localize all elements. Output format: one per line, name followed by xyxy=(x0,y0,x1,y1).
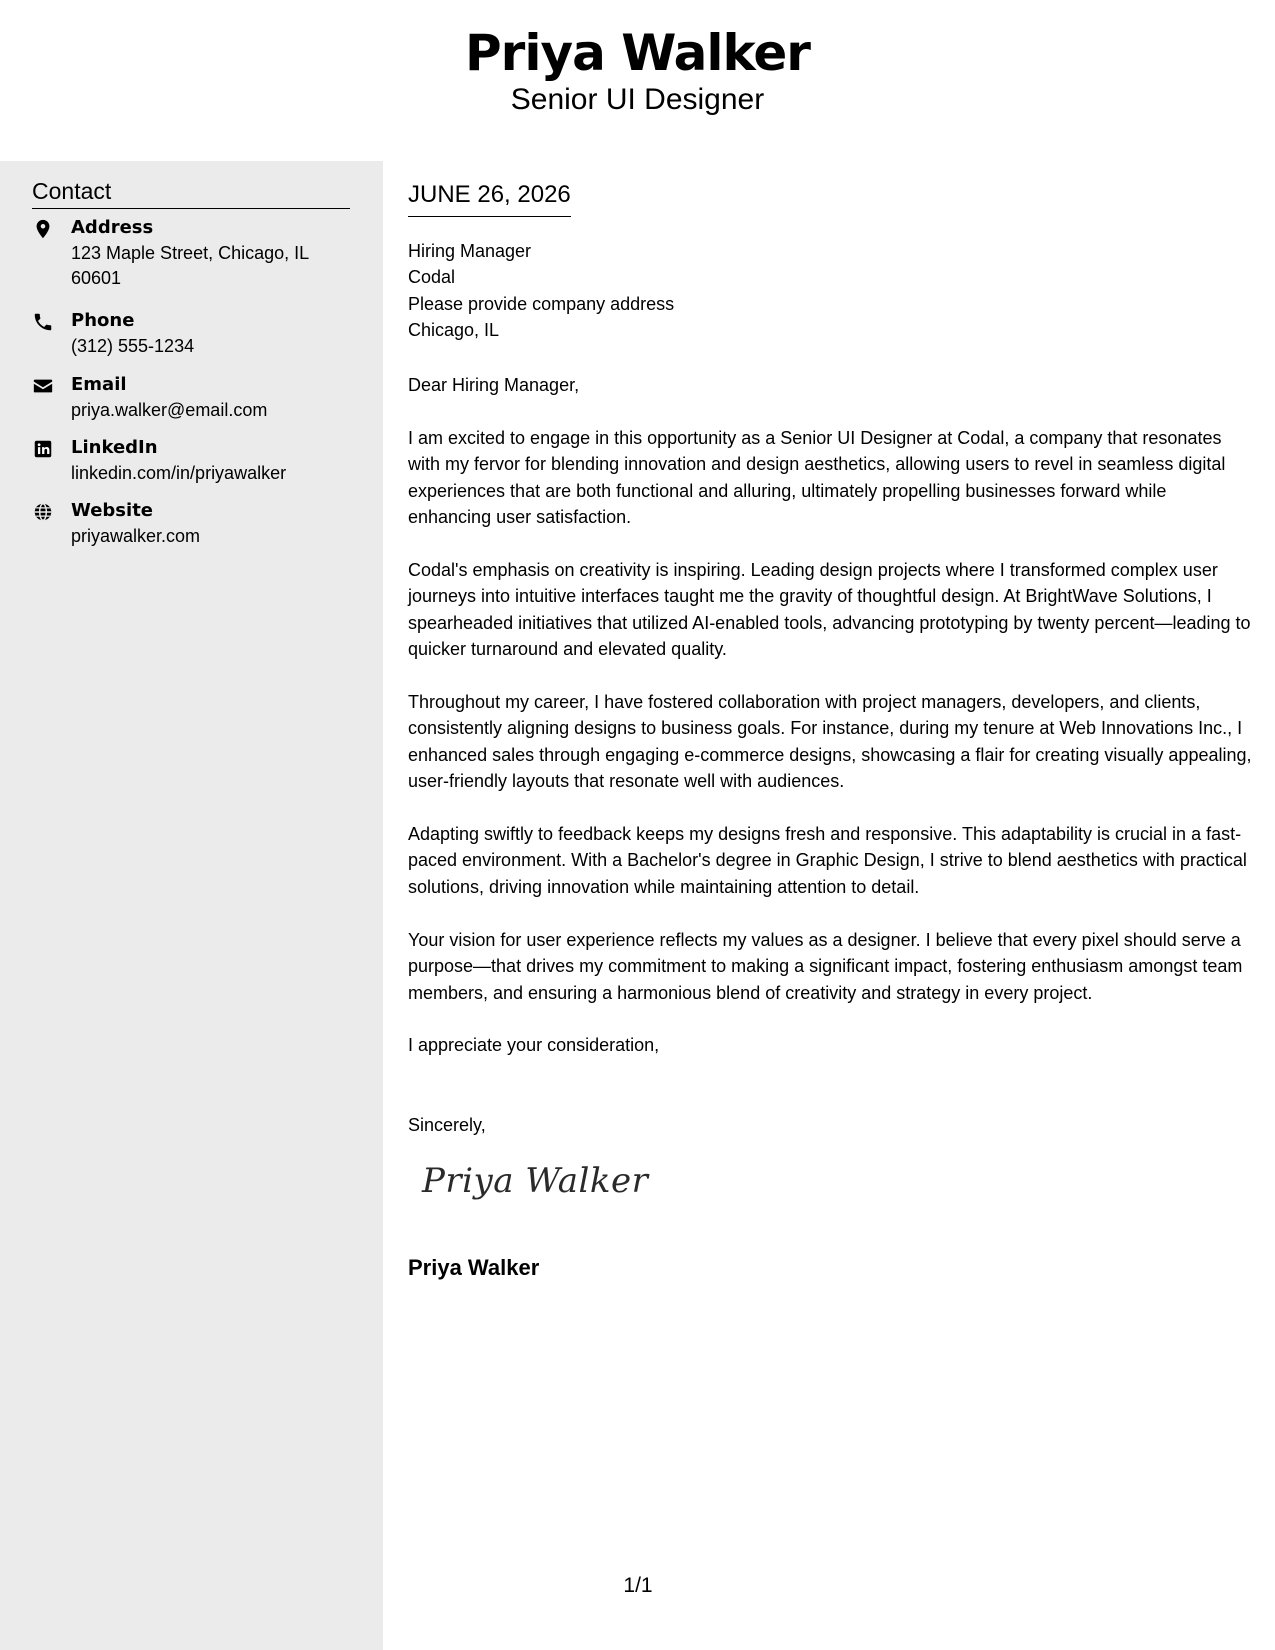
letter-date: JUNE 26, 2026 xyxy=(408,180,571,217)
letter-paragraph: I am excited to engage in this opportunity as a Senior UI Designer at Codal, a company that resonates with my fervor for blending innovation and design aesthetics, allowing users to revel in seamless digital experiences that are both functional and alluring, ultimately propelling businesses forward while enhancing user satisfaction. xyxy=(408,428,1226,527)
contact-label: Website xyxy=(71,500,154,521)
letter-paragraph: Throughout my career, I have fostered collaboration with project managers, developers, and clients, consistently aligning designs to business goals. For instance, during my tenure at Web Innovations Inc., I enhanced sales through engaging e-commerce designs, showcasing a flair for creating visually appealing, user-friendly layouts that resonate well with audiences. xyxy=(408,692,1252,791)
recipient-line: Please provide company address xyxy=(408,293,675,314)
recipient-line: Codal xyxy=(408,267,456,288)
signer-name: Priya Walker xyxy=(408,1255,540,1280)
recipient-block xyxy=(408,238,674,343)
globe-icon xyxy=(32,501,54,523)
phone-icon xyxy=(32,311,54,333)
contact-value: priyawalker.com xyxy=(71,526,201,546)
sidebar xyxy=(0,161,383,1650)
page-number: 1/1 xyxy=(623,1574,653,1597)
applicant-name: Priya Walker xyxy=(465,24,810,82)
recipient-line: Chicago, IL xyxy=(408,319,500,340)
contact-value: 123 Maple Street, Chicago, IL 60601 xyxy=(71,243,309,288)
letter-paragraph: Adapting swiftly to feedback keeps my designs fresh and responsive. This adaptability is crucial in a fast-paced environment. With a Bachelor's degree in Graphic Design, I strive to blend aesthetics with practical solutions, driving innovation while maintaining attention to detail. xyxy=(408,824,1247,897)
contact-value: priya.walker@email.com xyxy=(71,400,268,420)
contact-label: Address xyxy=(71,217,154,238)
header xyxy=(0,0,1275,160)
letter-paragraph: Codal's emphasis on creativity is inspiring. Leading design projects where I transformed complex user journeys into intuitive interfaces taught me the gravity of thoughtful design. At BrightWave Solutions, I spearheaded initiatives that utilized AI-enabled tools, advancing prototyping by twenty percent—leading to quicker turnaround and elevated quality. xyxy=(408,560,1251,659)
sign-off: Sincerely, xyxy=(408,1115,486,1135)
map-pin-icon xyxy=(32,218,54,240)
closing-line: I appreciate your consideration, xyxy=(408,1035,660,1055)
contact-value: (312) 555-1234 xyxy=(71,336,195,356)
linkedin-icon xyxy=(32,438,54,460)
envelope-icon xyxy=(32,375,54,397)
letter-paragraph: Your vision for user experience reflects my values as a designer. I believe that every pixel should serve a purpose—that drives my commitment to making a significant impact, fostering enthusiasm amongst team members, and ensuring a harmonious blend of creativity and strategy in every project. xyxy=(408,930,1243,1003)
applicant-title: Senior UI Designer xyxy=(510,83,765,116)
salutation: Dear Hiring Manager, xyxy=(408,375,580,395)
contact-label: Phone xyxy=(71,310,135,331)
handwritten-signature: Priya Walker xyxy=(422,1161,649,1201)
contact-value: linkedin.com/in/priyawalker xyxy=(71,463,287,483)
contact-heading: Contact xyxy=(32,176,350,209)
contact-label: Email xyxy=(71,374,127,395)
contact-label: LinkedIn xyxy=(71,437,158,458)
recipient-line: Hiring Manager xyxy=(408,241,532,261)
